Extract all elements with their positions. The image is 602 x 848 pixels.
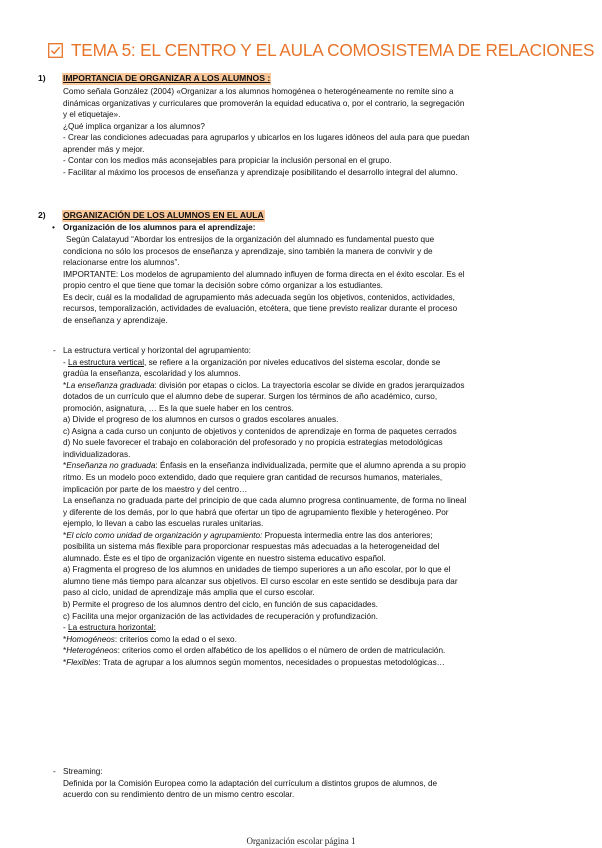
section2-subheading bbox=[63, 222, 255, 234]
paragraph-line: alumno tiene más tiempo para alcanzar sus objetivos. El curso escolar en este sentido se desdibuja para dar bbox=[63, 576, 458, 586]
title-text: TEMA 5: EL CENTRO Y EL AULA COMOSISTEMA DE RELACIONES bbox=[71, 39, 595, 60]
paragraph-line: alumnado. Éste es el tipo de organización vigente en nuestro sistema educativo español. bbox=[63, 553, 386, 563]
paragraph-line: dinámicas organizativas y curriculares que promoverán la equidad educativa o, por el contrario, la segregación bbox=[63, 98, 465, 108]
paragraph-line: dotados de un currículo que el alumno debe de superar. Surgen los términos de año académico, curso, bbox=[63, 392, 438, 402]
ciclo-label: El ciclo como unidad de organización y agrupamiento: bbox=[66, 530, 263, 540]
dash-marker: - bbox=[53, 345, 56, 355]
paragraph-line: recursos, temporalización, actividades de evaluación, etcétera, que tiene previsto realizar durante el proceso bbox=[63, 304, 458, 314]
paragraph-line: Según Calatayud “Abordar los entresijos de la organización del alumnado es fundamental puesto que bbox=[66, 235, 435, 244]
ciclo-line bbox=[63, 530, 466, 542]
structure-heading: La estructura vertical y horizontal del agrupamiento: bbox=[63, 346, 251, 355]
homogeneos-label: Homogéneos bbox=[66, 634, 115, 644]
section1-heading: IMPORTANCIA DE ORGANIZAR A LOS ALUMNOS : bbox=[63, 73, 271, 83]
horizontal-item bbox=[63, 645, 466, 657]
paragraph-line: posibilita un sistema más flexible para proporcionar respuestas más adecuadas a la heterogeneidad del bbox=[63, 542, 440, 552]
sub-heading: Organización de los alumnos para el aprendizaje: bbox=[63, 223, 256, 232]
paragraph-line: c) Asigna a cada curso un conjunto de objetivos y contenidos de aprendizaje en forma de paquetes cerrados bbox=[63, 426, 457, 436]
star-marker: * bbox=[63, 461, 67, 471]
horizontal-item bbox=[63, 634, 466, 646]
graduada-rest: : división por etapas o ciclos. La trayectoria escolar se divide en grados jerarquizados bbox=[154, 380, 465, 390]
paragraph-line: propio centro el que tiene que tomar la decisión sobre cómo organizar a los estudiantes. bbox=[63, 281, 383, 291]
flexibles-label: Flexibles bbox=[66, 657, 99, 667]
heterogeneos-label: Heterogéneos bbox=[66, 646, 118, 656]
bullet-icon: • bbox=[52, 222, 55, 232]
paragraph-line: aprender más y mejor. bbox=[63, 144, 145, 154]
no-graduada-rest: : Énfasis en la enseñanza individualizada, permite que el alumno aprenda a su propio bbox=[155, 461, 466, 471]
vertical-line bbox=[63, 357, 466, 369]
section1-number: 1) bbox=[38, 73, 46, 83]
paragraph-line: a) Fragmenta el progreso de los alumnos en unidades de tiempo superiores a un año escolar, por lo que el bbox=[63, 565, 451, 575]
paragraph-line: acuerdo con su rendimiento dentro de un mismo centro escolar. bbox=[63, 790, 295, 800]
no-graduada-line bbox=[63, 460, 466, 472]
star-marker: * bbox=[63, 380, 67, 390]
paragraph-line: condiciona no sólo los procesos de enseñanza y aprendizaje, sino también la manera de convivir y de bbox=[63, 246, 433, 256]
ciclo-rest: Propuesta intermedia entre las dos anteriores; bbox=[262, 530, 433, 540]
paragraph-line: Como señala González (2004) «Organizar a los alumnos homogénea o heterogéneamente no remite sino a bbox=[63, 87, 454, 96]
section2-intro bbox=[63, 234, 465, 326]
streaming-block bbox=[63, 766, 437, 801]
paragraph-line: y el etiquetaje». bbox=[63, 110, 121, 120]
horizontal-prefix: - bbox=[63, 623, 69, 633]
paragraph-line: ritmo. Es un modelo poco extendido, dado que requiere gran cantidad de recursos humanos, materiales, bbox=[63, 473, 443, 483]
structure-block bbox=[63, 345, 466, 668]
horizontal-label: La estructura horizontal: bbox=[68, 623, 156, 633]
paragraph-line: ¿Qué implica organizar a los alumnos? bbox=[63, 121, 205, 131]
page-footer: Organización escolar página 1 bbox=[246, 836, 356, 846]
section2-heading: ORGANIZACIÓN DE LOS ALUMNOS EN EL AULA bbox=[63, 210, 264, 220]
horizontal-line bbox=[63, 622, 466, 634]
paragraph-line: - Facilitar al máximo los procesos de enseñanza y aprendizaje posibilitando el desarrollo integral del alumno. bbox=[63, 167, 458, 177]
paragraph-line: implicación por parte de los maestro y del centro… bbox=[63, 484, 248, 494]
vertical-label: La estructura vertical bbox=[68, 357, 145, 367]
graduada-line bbox=[63, 380, 466, 392]
paragraph-line: y diferente de los demás, por lo que habrá que ofertar un tipo de agrupamiento flexible y heterogéneo. Por bbox=[63, 507, 449, 517]
star-marker: * bbox=[63, 530, 67, 540]
paragraph-line: relacionarse entre los alumnos”. bbox=[63, 258, 180, 268]
no-graduada-label: Enseñanza no graduada bbox=[66, 461, 156, 471]
checkbox-check-icon[interactable] bbox=[48, 43, 63, 58]
paragraph-line: - Contar con los medios más aconsejables para propiciar la inclusión personal en el grupo. bbox=[63, 156, 392, 166]
paragraph-line: Definida por la Comisión Europea como la adaptación del currículum a distintos grupos de alumnos, de bbox=[63, 778, 438, 788]
page-title bbox=[48, 38, 594, 62]
section1-body bbox=[63, 86, 469, 178]
paragraph-line: promoción, asignatura, … Es la que suele haber en los centros. bbox=[63, 403, 294, 413]
paragraph-line: c) Facilita una mejor organización de las actividades de recuperación y profundización. bbox=[63, 611, 378, 621]
star-marker: * bbox=[63, 646, 67, 656]
paragraph-line: - Crear las condiciones adecuadas para agruparlos y ubicarlos en los lugares idóneos del aula para que puedan bbox=[63, 133, 470, 143]
paragraph-line: a) Divide el progreso de los alumnos en cursos o grados escolares anuales. bbox=[63, 415, 339, 425]
paragraph-line: de enseñanza y aprendizaje. bbox=[63, 315, 168, 325]
paragraph-line: individualizadoras. bbox=[63, 449, 131, 459]
star-marker: * bbox=[63, 657, 67, 667]
paragraph-line: d) No suele favorecer el trabajo en colaboración del profesorado y no propicia estrategias metodológicas bbox=[63, 438, 443, 448]
section2-number: 2) bbox=[38, 210, 46, 220]
paragraph-line: La enseñanza no graduada parte del principio de que cada alumno progresa continuamente, de forma no lineal bbox=[63, 496, 467, 506]
heterogeneos-rest: : criterios como el orden alfabético de los apellidos o el número de orden de matriculación. bbox=[117, 646, 446, 656]
paragraph-line: gradúa la enseñanza, escolaridad y los alumnos. bbox=[63, 369, 241, 379]
vertical-rest: , se refiere a la organización por niveles educativos del sistema escolar, donde se bbox=[144, 357, 441, 367]
star-marker: * bbox=[63, 634, 67, 644]
graduada-label: La enseñanza graduada bbox=[66, 380, 155, 390]
streaming-heading: Streaming: bbox=[63, 767, 103, 776]
vertical-prefix: - bbox=[63, 357, 69, 367]
paragraph-line: b) Permite el progreso de los alumnos dentro del ciclo, en función de sus capacidades. bbox=[63, 600, 378, 610]
flexibles-rest: : Trata de agrupar a los alumnos según momentos, necesidades o propuestas metodológicas… bbox=[98, 657, 445, 667]
dash-marker: - bbox=[53, 766, 56, 776]
paragraph-line: IMPORTANTE: Los modelos de agrupamiento del alumnado influyen de forma directa en el éxito escolar. Es el bbox=[63, 269, 465, 279]
paragraph-line: ejemplo, lo llevan a cabo las escuelas rurales unitarias. bbox=[63, 519, 264, 529]
homogeneos-rest: : criterios como la edad o el sexo. bbox=[114, 634, 237, 644]
paragraph-line: Es decir, cuál es la modalidad de agrupamiento más adecuada según los objetivos, contenidos, actividades, bbox=[63, 292, 455, 302]
paragraph-line: paso al ciclo, unidad de aprendizaje más amplia que el curso escolar. bbox=[63, 588, 315, 598]
horizontal-item bbox=[63, 657, 466, 669]
